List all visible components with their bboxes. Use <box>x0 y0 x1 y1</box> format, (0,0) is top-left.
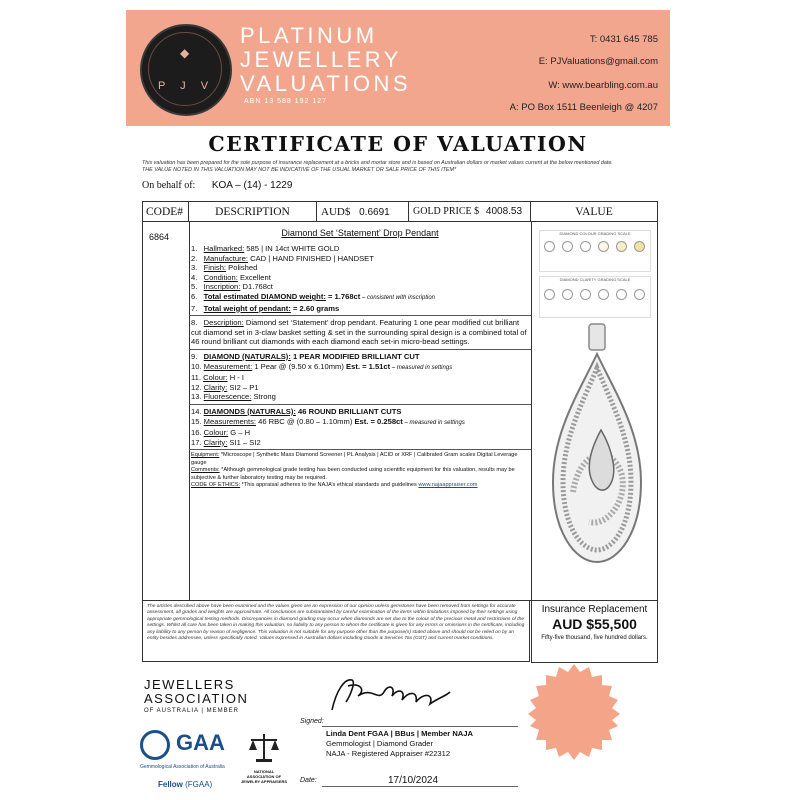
detail-value: 1 PEAR MODIFIED BRILLIANT CUT <box>290 351 420 361</box>
detail-value: 585 | IN 14ct WHITE GOLD <box>244 244 340 253</box>
date-line <box>322 786 518 787</box>
detail-value: = 2.60 grams <box>290 303 340 313</box>
insurance-words: Fifty-five thousand, five hundred dollars. <box>541 635 648 641</box>
comments-value: *Although gemmological grade testing has been conducted using scientific equipment for this valuation, results may be subjective & further laboratory testing may be required. <box>191 467 515 481</box>
diamond-icon <box>634 241 645 252</box>
col-description-header: DESCRIPTION <box>189 202 317 222</box>
contact-email: E: PJValuations@gmail.com <box>538 56 658 67</box>
insurance-label: Insurance Replacement <box>541 604 648 615</box>
detail-row: 5. Inscription: D1.768ct <box>191 282 273 292</box>
diamond-icon <box>598 289 609 300</box>
main-diamond-block <box>189 349 531 402</box>
side-diamonds-block <box>189 404 531 447</box>
diamond-icon <box>562 241 573 252</box>
colour-scale-label: DIAMOND COLOUR GRADING SCALE <box>559 231 631 236</box>
detail-value: SI2 – P1 <box>227 382 259 392</box>
detail-value: 1 Pear @ (9.50 x 6.10mm) <box>252 361 347 371</box>
detail-row: 6. Total estimated DIAMOND weight: = 1.768ct – consistent with inscription <box>191 291 436 301</box>
certificate-title: CERTIFICATE OF VALUATION <box>208 132 588 156</box>
equipment-text <box>191 452 531 467</box>
diamond-icon <box>544 241 555 252</box>
item-title: Diamond Set ‘Statement’ Drop Pendant <box>281 228 439 238</box>
naja-label: NATIONAL ASSOCIATION OF JEWELRY APPRAISERS <box>240 769 288 784</box>
brand-line-2: JEWELLERY <box>240 47 402 72</box>
ethics-label: CODE OF ETHICS: <box>191 481 241 488</box>
detail-row: 13. Fluorescence: Strong <box>191 392 276 402</box>
signer-block <box>326 729 473 759</box>
scales-icon <box>247 732 281 764</box>
equipment-label: Equipment: <box>191 452 220 459</box>
detail-label: Measurements: <box>203 416 257 426</box>
aud-rate <box>317 202 409 222</box>
diamond-icon <box>580 241 591 252</box>
equipment-value: *Microscope | Synthetic Mass Diamond Screener | PL Analysis | ACID or XRF | Calibrated Gram scales Digital Leverage gauge <box>191 452 518 466</box>
detail-label: Colour: <box>203 428 229 438</box>
detail-note: – measured in settings <box>402 419 465 426</box>
contact-web: W: www.bearbling.com.au <box>548 80 658 91</box>
detail-value: Polished <box>226 263 258 273</box>
brand-line-1: PLATINUM <box>240 23 378 48</box>
certificate-page <box>126 10 670 790</box>
detail-estimate: Est. = 1.51ct <box>346 361 391 371</box>
item-code: 6864 <box>149 232 170 242</box>
logo-ring <box>148 32 222 106</box>
detail-row: 7. Total weight of pendant: = 2.60 grams <box>191 303 340 313</box>
diamond-icon: ◆ <box>180 46 190 60</box>
diamond-icon <box>616 289 627 300</box>
signer-registration: NAJA - Registered Appraiser #22312 <box>326 749 451 758</box>
detail-value: D1.768ct <box>240 282 273 292</box>
equipment-block <box>189 449 531 489</box>
aud-label: AUD$ <box>321 206 351 218</box>
jewellers-association-logo <box>144 678 248 706</box>
item-details <box>189 244 531 489</box>
detail-value: CAD | HAND FINISHED | HANDSET <box>248 253 374 263</box>
detail-label: Colour: <box>203 373 228 383</box>
detail-label: Manufacture: <box>203 253 248 263</box>
diamond-icon <box>544 289 555 300</box>
signer-role: Gemmologist | Diamond Grader <box>326 739 434 748</box>
contact-phone: T: 0431 645 785 <box>589 34 658 45</box>
clarity-scale-label: DIAMOND CLARITY GRADING SCALE <box>559 277 631 282</box>
fellow-label: Fellow <box>158 780 183 789</box>
detail-label: DIAMOND (NATURALS): <box>203 351 291 361</box>
intro-line-1: This valuation has been prepared for the sole purpose of insurance replacement at a bricks and mortar store and is based on Australian dollars or market values current at the below mentioned date. <box>142 160 613 166</box>
aud-value: 0.6691 <box>359 207 390 218</box>
on-behalf <box>142 180 292 191</box>
insurance-amount: AUD $55,500 <box>552 616 637 632</box>
detail-value: 46 ROUND BRILLIANT CUTS <box>295 406 402 416</box>
detail-label: Inscription: <box>203 282 241 292</box>
header-banner <box>126 10 670 126</box>
value-column <box>531 222 657 600</box>
brand-name <box>240 24 411 96</box>
on-behalf-value: KOA – (14) - 1229 <box>211 180 293 191</box>
logo-monogram: P J V <box>157 80 215 92</box>
detail-value: 46 RBC @ (0.80 – 1.10mm) <box>256 416 355 426</box>
pjv-logo <box>140 24 232 116</box>
ethics-text <box>191 482 531 489</box>
handwritten-signature <box>326 672 456 716</box>
detail-row: 12. Clarity: SI2 – P1 <box>191 382 259 392</box>
brand-line-3: VALUATIONS <box>240 71 412 96</box>
signature-line <box>322 726 518 727</box>
fellow-suffix: (FGAA) <box>182 780 213 789</box>
gaa-fellow <box>158 780 212 789</box>
detail-row: 10. Measurement: 1 Pear @ (9.50 x 6.10mm) Est. = 1.51ct – measured in settings <box>191 361 453 371</box>
ethics-value: *This appraisal adheres to the NAJA’s ethical standards and guidelines <box>240 481 419 488</box>
association-line-1: JEWELLERS <box>144 677 235 692</box>
gaa-full-name: Gemmological Association of Australia <box>140 764 225 770</box>
association-line-2: ASSOCIATION <box>144 691 249 706</box>
detail-label: DIAMONDS (NATURALS): <box>203 406 296 416</box>
comments-text <box>191 467 531 482</box>
diamond-icon <box>598 241 609 252</box>
detail-label: Total weight of pendant: <box>203 303 291 313</box>
signed-label: Signed: <box>300 718 324 725</box>
association-line-3: OF AUSTRALIA | MEMBER <box>144 708 239 714</box>
diamond-icon <box>580 289 591 300</box>
detail-label: Measurement: <box>203 361 253 371</box>
on-behalf-label: On behalf of: <box>142 180 196 191</box>
valuation-table <box>142 201 658 601</box>
detail-row: 2. Manufacture: CAD | HAND FINISHED | HANDSET <box>191 253 374 263</box>
detail-label: Hallmarked: <box>203 244 245 253</box>
detail-estimate: Est. = 0.258ct <box>354 416 403 426</box>
diamond-icon <box>616 241 627 252</box>
abn-number: ABN 13 588 192 127 <box>244 98 327 105</box>
gold-value: 4008.53 <box>485 206 523 217</box>
detail-note: – measured in settings <box>390 364 453 371</box>
gaa-abbr: GAA <box>176 730 225 755</box>
seal-stamp <box>524 662 624 762</box>
detail-label: Finish: <box>203 263 227 273</box>
detail-row: 9. DIAMOND (NATURALS): 1 PEAR MODIFIED BRILLIANT CUT <box>191 351 420 361</box>
detail-row: 1. Hallmarked: 585 | IN 14ct WHITE GOLD <box>191 244 340 253</box>
description-block: 8. Description: Diamond set ‘Statement’ drop pendant. Featuring 1 one pear modified cut brilliant cut diamond set in 3-claw basket setting & set in the surrounding spiral design is a combined total of 46 round brilliant cut diamonds with each diamond each set-in micro-bead settings. <box>189 315 531 347</box>
col-code-header: CODE# <box>143 202 189 222</box>
detail-value: SI1 – SI2 <box>227 437 261 447</box>
disclaimer-footnote: The articles described above have been examined and the values given are an expression of our opinion unless gemstones have been removed from settings for accurate assessment, all grades and weights are approximate. All conclusions are substantiated by careful examination of the items within limitations imposed by their settings using appropriate gemmological testing methods. Discrepancies in diamond grading may occur when diamonds are set due to the colour of the precious metal and restrictions of the settings. Whilst all care has been taken in making this valuation, no liability to any person to whom the certificate is given for any errors or omissions in the certificate, including any liability to any person by reason of negligence. This valuation is not suitable for any purpose other than the purpose(s) stated above and should not be relied on by an entity besides addressee, unless specifically noted. Values expressed in Australian dollars including Goods & Services Tax (GST) and current market conditions. <box>142 600 530 662</box>
detail-label: Description: <box>203 318 244 328</box>
contact-address: A: PO Box 1511 Beenleigh @ 4207 <box>509 102 658 113</box>
clarity-grading-scale <box>539 276 651 318</box>
detail-value: G – H <box>228 428 251 438</box>
col-value-header: VALUE <box>531 202 657 222</box>
ethics-link[interactable]: www.najaappraiser.com <box>418 481 478 488</box>
detail-value: = 1.768ct <box>325 291 361 301</box>
detail-row: 3. Finish: Polished <box>191 263 258 273</box>
colour-grading-scale <box>539 230 651 272</box>
detail-value: H - I <box>227 373 245 383</box>
detail-label: Condition: <box>203 272 238 282</box>
detail-row: 14. DIAMONDS (NATURALS): 46 ROUND BRILLIANT CUTS <box>191 406 402 416</box>
detail-row: 17. Clarity: SI1 – SI2 <box>191 437 261 447</box>
detail-value: Strong <box>251 392 276 402</box>
detail-label: Clarity: <box>203 437 228 447</box>
naja-logo <box>240 732 288 784</box>
gold-label: GOLD PRICE $ <box>413 206 480 217</box>
pendant-photo <box>549 322 645 584</box>
diamond-icon <box>634 289 645 300</box>
detail-label: Fluorescence: <box>203 392 252 402</box>
diamond-icon <box>562 289 573 300</box>
gem-icon <box>140 730 170 760</box>
detail-row: 11. Colour: H - I <box>191 373 245 383</box>
detail-row: 16. Colour: G – H <box>191 428 251 438</box>
detail-note: – consistent with inscription <box>360 294 436 301</box>
intro-text <box>142 160 662 174</box>
detail-value: Diamond set ‘Statement’ drop pendant. Featuring 1 one pear modified cut brilliant cut diamond set in 3-claw basket setting & set in the surrounding spiral design is a combined total of 46 round brilliant cut diamonds with each diamond each set-in micro-bead settings. <box>191 318 527 347</box>
comments-label: Comments: <box>191 467 220 474</box>
detail-row: 15. Measurements: 46 RBC @ (0.80 – 1.10mm) Est. = 0.258ct – measured in settings <box>191 416 465 426</box>
detail-label: Clarity: <box>203 382 228 392</box>
detail-row: 4. Condition: Excellent <box>191 272 271 282</box>
gold-price <box>409 202 531 222</box>
detail-label: Total estimated DIAMOND weight: <box>203 291 326 301</box>
signer-name: Linda Dent FGAA | BBus | Member NAJA <box>326 729 473 738</box>
insurance-box <box>531 599 658 663</box>
intro-line-2: THE VALUE NOTED IN THIS VALUATION MAY NOT BE INDICATIVE OF THE USUAL MARKET OR SALE PRICE OF THIS ITEM* <box>142 167 457 173</box>
detail-value: Excellent <box>237 272 271 282</box>
certificate-date: 17/10/2024 <box>388 775 439 786</box>
date-label: Date: <box>300 777 317 784</box>
